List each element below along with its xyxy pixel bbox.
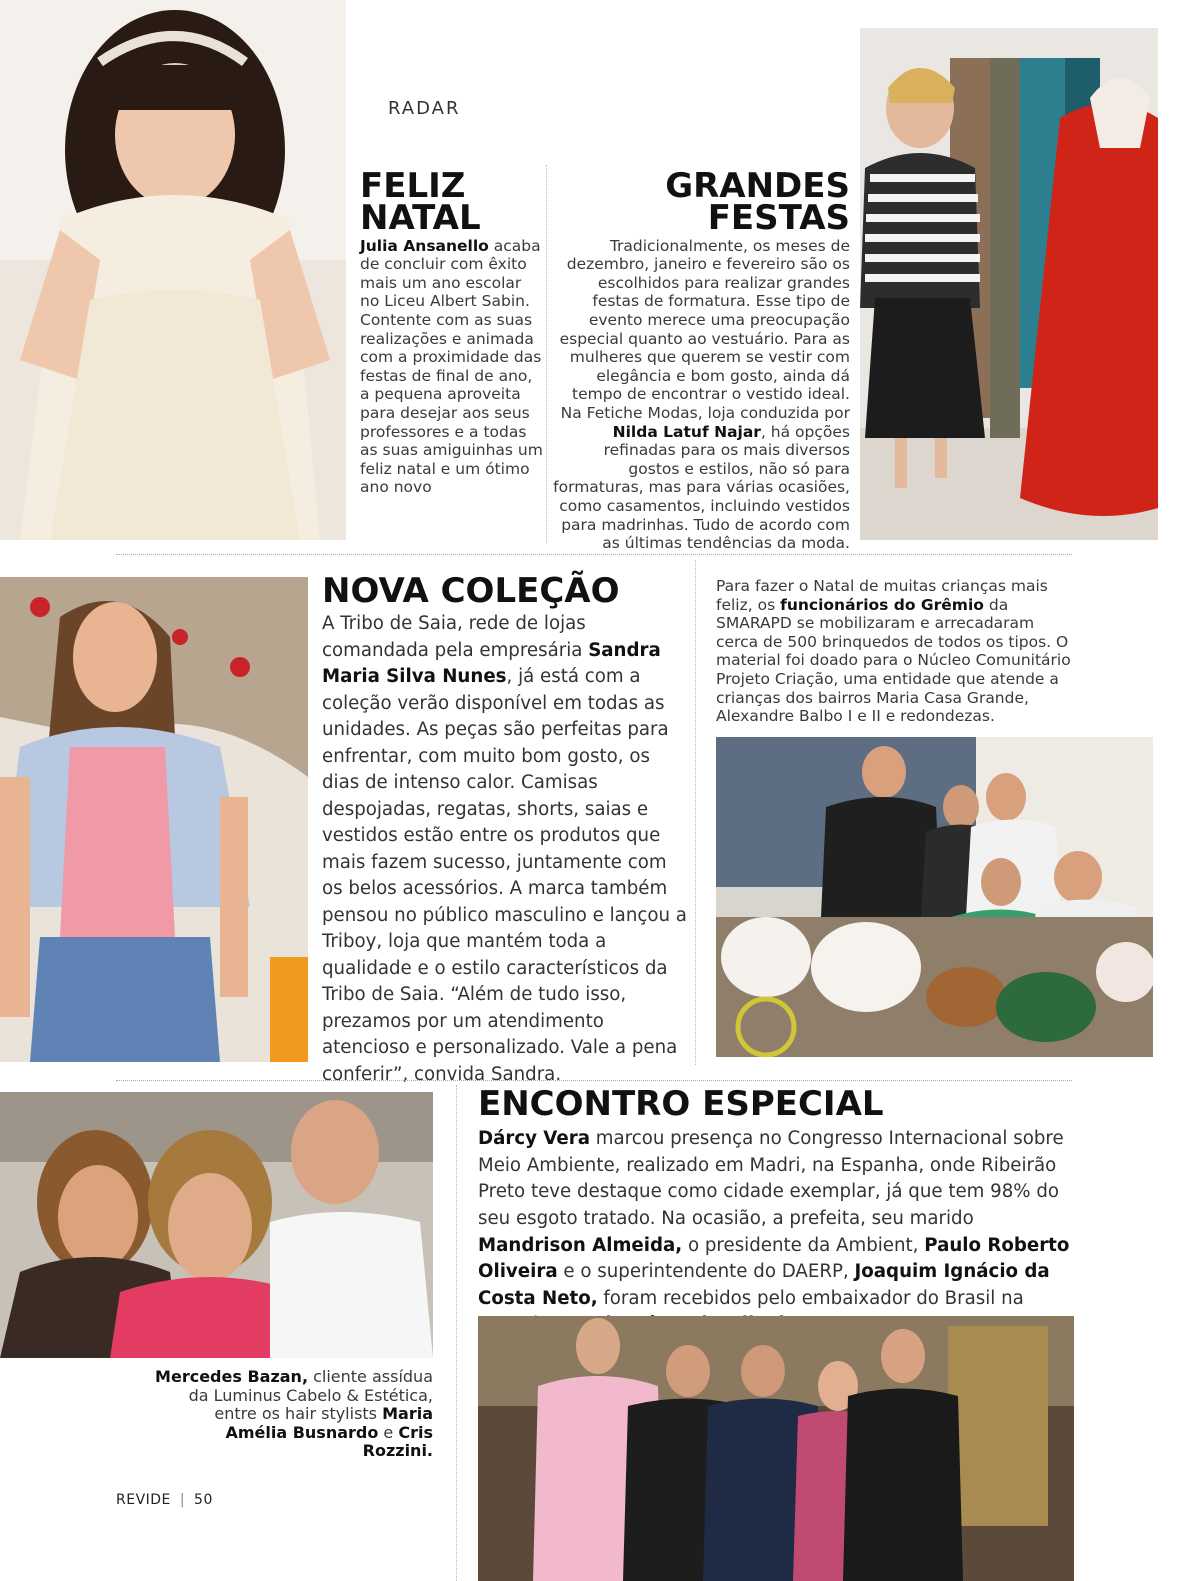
nova-colecao-title: NOVA COLEÇÃO [322,571,620,611]
colecao-name: Sandra Maria Silva Nunes [322,639,661,688]
photo-girl [0,0,346,540]
encontro-name3: Paulo Roberto Oliveira [478,1234,1070,1283]
gremio-name: funcionários do Grêmio [780,595,984,614]
gremio-body-2: da SMARAPD se mobilizaram e arrecadaram cerca de 500 brinquedos de todos os tipos. O material foi doado para o Núcleo Comunitário Projeto Criação, uma entidade que atende a crianças dos bairros Maria Casa Grande, Alexandre Balbo I e II e redondezas. [716,595,1071,726]
encontro-body-3: e o superintendente do DAERP, [557,1261,855,1283]
colecao-body-2: , já está com a coleção verão disponível em todas as unidades. As peças são perfeitas para enfrentar, com muito bom gosto, os dias de intenso calor. Camisas despojadas, regatas, shorts, saias e vestidos estão entre os produtos que mais fazem sucesso, juntamente com os belos acessórios. A marca também pensou no público masculino e lançou a Triboy, loja que mantém toda a qualidade e o estilo característicos da Tribo de Saia. “Além de tudo isso, prezamos por um atendimento atencioso e personalizado. Vale a pena conferir”, convida Sandra. [322,666,687,1085]
mercedes-body-2: e [378,1422,399,1442]
photo-encontro-group [478,1316,1074,1581]
photo-sandra [0,577,308,1062]
gremio-text [716,577,1078,726]
column-divider [546,165,547,543]
grandes-festas-text [552,237,850,553]
festas-title-line1: GRANDES [665,166,850,206]
festas-name: Nilda Latuf Najar [612,422,761,441]
festas-body-2: , há opções refinadas para os mais diversos gostos e estilos, não só para formaturas, mas para várias ocasiões, como casamentos, incluindo vestidos para madrinhas. Tudo de acordo com as últimas tendências da moda. [553,422,850,553]
footer-magazine: REVIDE [116,1492,171,1508]
mercedes-body-1: cliente assídua da Luminus Cabelo & Estética, entre os hair stylists [188,1367,433,1423]
separator-bottom [116,1080,1072,1081]
separator-top [116,554,1072,555]
page-footer [116,1492,213,1508]
encontro-name1: Dárcy Vera [478,1128,590,1150]
feliz-body: acaba de concluir com êxito mais um ano escolar no Liceu Albert Sabin. Contente com as suas realizações e animada com a proximidade das festas de final de ano, a pequena aproveita para desejar aos seus professores e a todas as suas amiguinhas um feliz natal e um ótimo ano novo [360,236,543,497]
feliz-natal-text [360,237,545,497]
footer-page-number: 50 [194,1492,213,1508]
encontro-text [478,1126,1078,1339]
column-divider-2 [695,560,696,1065]
mercedes-name3: Cris Rozzini. [362,1422,433,1460]
feliz-title-line2: NATAL [360,198,481,239]
grandes-festas-title [552,166,850,239]
mercedes-name2: Maria Amélia Busnardo [225,1404,433,1442]
encontro-name4: Joaquim Ignácio da Costa Neto, [478,1261,1050,1309]
encontro-title: ENCONTRO ESPECIAL [478,1084,884,1124]
encontro-name2: Mandrison Almeida, [478,1234,683,1256]
photo-gremio-toys [716,737,1153,1057]
colecao-body-1: A Tribo de Saia, rede de lojas comandada pela empresária [322,613,589,661]
festas-title-line2: FESTAS [707,198,850,239]
footer-separator: | [179,1492,186,1508]
festas-body-1: Tradicionalmente, os meses de dezembro, janeiro e fevereiro são os escolhidos para realizar grandes festas de formatura. Esse tipo de evento merece uma preocupação especial quanto ao vestuário. Para as mulheres que querem se vestir com elegância e bom gosto, ainda dá tempo de encontrar o vestido ideal. Na Fetiche Modas, loja conduzida por [559,236,850,422]
photo-mercedes [0,1092,433,1358]
encontro-body-4: foram recebidos pelo embaixador do Brasil na [603,1287,1024,1309]
photo-nilda-boutique [860,28,1158,540]
mercedes-name1: Mercedes Bazan, [155,1367,309,1386]
section-label: RADAR [388,98,461,119]
feliz-natal-title [360,166,545,239]
gremio-body-1: Para fazer o Natal de muitas crianças mais feliz, os [716,577,1048,614]
mercedes-caption [150,1368,433,1461]
feliz-title-line1: FELIZ [360,166,466,206]
encontro-body-2: o presidente da Ambient, [682,1234,925,1256]
feliz-name: Julia Ansanello [360,236,489,255]
encontro-body-1: marcou presença no Congresso Internacional sobre Meio Ambiente, realizado em Madri, na Espanha, onde Ribeirão Preto teve destaque como cidade exemplar, já que tem 98% do seu esgoto tratado. Na ocasião, a prefeita, seu marido [478,1128,1064,1230]
column-divider-3 [456,1085,457,1581]
nova-colecao-text [322,611,687,1088]
